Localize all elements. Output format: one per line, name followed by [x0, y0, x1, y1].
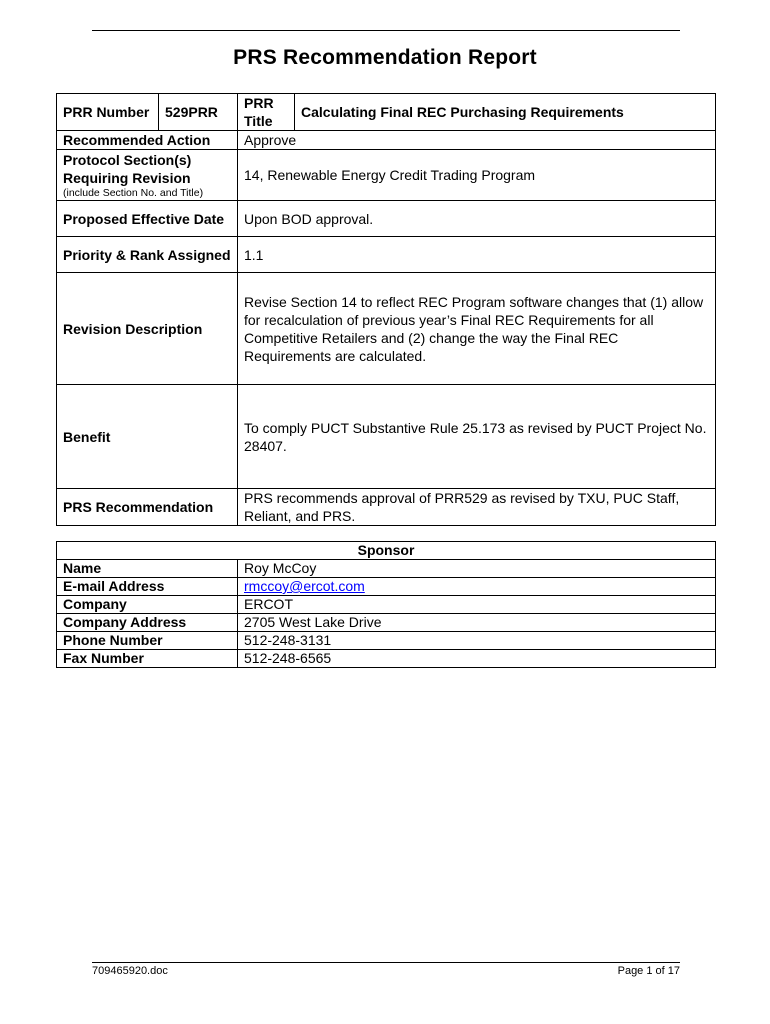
table-row [57, 273, 716, 385]
table-row [57, 237, 716, 273]
prr-number-value: 529PRR [159, 94, 238, 131]
table-row [57, 131, 716, 150]
table-row [57, 201, 716, 237]
prs-recommendation-label: PRS Recommendation [57, 489, 238, 526]
phone-label: Phone Number [57, 632, 238, 650]
top-rule [92, 30, 680, 31]
effective-date-label: Proposed Effective Date [57, 201, 238, 237]
protocol-sections-cell [57, 150, 238, 201]
email-label: E-mail Address [57, 578, 238, 596]
table-row [57, 385, 716, 489]
phone-value: 512-248-3131 [238, 632, 716, 650]
name-value: Roy McCoy [238, 560, 716, 578]
priority-value: 1.1 [238, 237, 716, 273]
email-cell [238, 578, 716, 596]
table-row [57, 489, 716, 526]
company-label: Company [57, 596, 238, 614]
prr-number-label: PRR Number [57, 94, 159, 131]
recommended-action-label: Recommended Action [57, 131, 238, 150]
table-row [57, 560, 716, 578]
footer-rule [92, 962, 680, 963]
company-value: ERCOT [238, 596, 716, 614]
fax-label: Fax Number [57, 650, 238, 668]
table-row [57, 650, 716, 668]
revision-description-value: Revise Section 14 to reflect REC Program software changes that (1) allow for recalculation of previous year’s Final REC Requirements for all Competitive Retailers and (2) change the way the Final REC Requirements are calculated. [238, 273, 716, 385]
company-address-label: Company Address [57, 614, 238, 632]
protocol-sections-value: 14, Renewable Energy Credit Trading Program [238, 150, 716, 201]
page-title: PRS Recommendation Report [233, 46, 537, 69]
table-row [57, 94, 716, 131]
sponsor-header: Sponsor [57, 542, 716, 560]
protocol-sections-note: (include Section No. and Title) [63, 187, 204, 199]
table-row [57, 578, 716, 596]
revision-description-label: Revision Description [57, 273, 238, 385]
prr-details-table [56, 93, 716, 526]
benefit-value: To comply PUCT Substantive Rule 25.173 as revised by PUCT Project No. 28407. [238, 385, 716, 489]
fax-value: 512-248-6565 [238, 650, 716, 668]
protocol-sections-label: Protocol Section(s) Requiring Revision [63, 152, 192, 186]
name-label: Name [57, 560, 238, 578]
company-address-value: 2705 West Lake Drive [238, 614, 716, 632]
recommended-action-value: Approve [238, 131, 716, 150]
footer-page-number: Page 1 of 17 [617, 965, 680, 977]
prr-title-value: Calculating Final REC Purchasing Requirements [295, 94, 716, 131]
table-row [57, 614, 716, 632]
prr-title-label: PRR Title [238, 94, 295, 131]
email-link[interactable]: rmccoy@ercot.com [244, 578, 365, 594]
table-row [57, 542, 716, 560]
effective-date-value: Upon BOD approval. [238, 201, 716, 237]
prs-recommendation-value: PRS recommends approval of PRR529 as revised by TXU, PUC Staff, Reliant, and PRS. [238, 489, 716, 526]
table-row [57, 150, 716, 201]
priority-label: Priority & Rank Assigned [57, 237, 238, 273]
table-row [57, 632, 716, 650]
sponsor-table [56, 541, 716, 668]
table-row [57, 596, 716, 614]
footer-filename: 709465920.doc [92, 965, 168, 977]
benefit-label: Benefit [57, 385, 238, 489]
